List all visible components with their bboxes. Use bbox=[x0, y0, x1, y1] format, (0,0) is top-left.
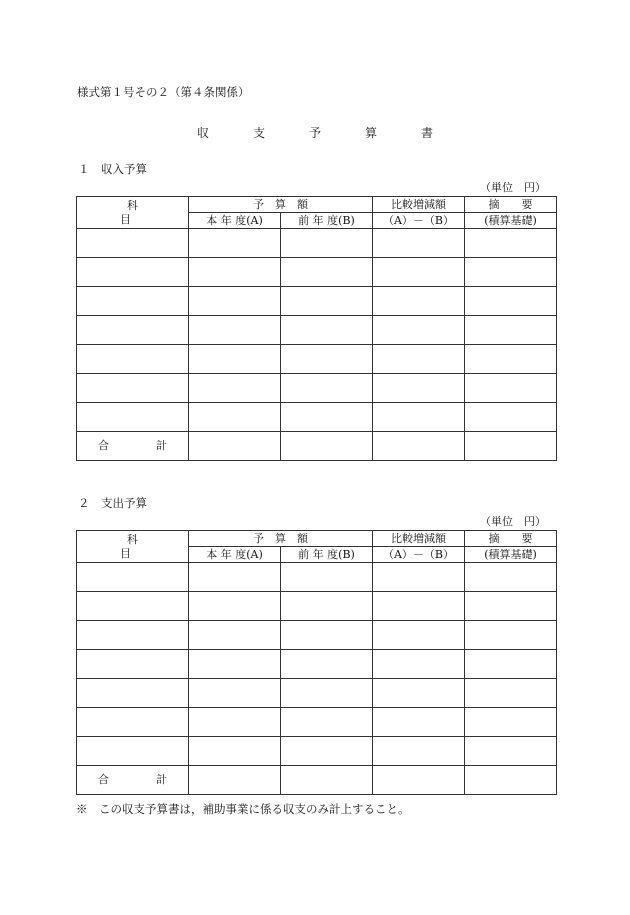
table-row bbox=[77, 708, 557, 737]
table-cell bbox=[189, 592, 281, 621]
table-cell bbox=[373, 737, 465, 766]
table-cell bbox=[77, 345, 189, 374]
total-label: 合 計 bbox=[77, 766, 189, 795]
table-cell bbox=[77, 563, 189, 592]
table-row bbox=[77, 345, 557, 374]
table-row bbox=[77, 679, 557, 708]
budget-amount-header: 予 算 額 bbox=[189, 531, 373, 547]
table-cell bbox=[373, 229, 465, 258]
table-cell bbox=[465, 287, 557, 316]
table-cell bbox=[189, 374, 281, 403]
table-cell bbox=[281, 621, 373, 650]
previous-year-header: 前 年 度(B) bbox=[281, 547, 373, 563]
table-cell bbox=[77, 621, 189, 650]
table-cell bbox=[281, 708, 373, 737]
table-cell bbox=[77, 708, 189, 737]
diff-header: 比較増減額 bbox=[373, 531, 465, 547]
table-row bbox=[77, 563, 557, 592]
table-row bbox=[77, 403, 557, 432]
table-cell bbox=[189, 737, 281, 766]
table-cell bbox=[373, 679, 465, 708]
table-cell bbox=[77, 287, 189, 316]
income-unit-label: （単位 円） bbox=[480, 181, 546, 194]
table-row bbox=[77, 258, 557, 287]
subject-header: 科 目 bbox=[77, 531, 189, 563]
total-cell bbox=[465, 432, 557, 461]
table-cell bbox=[281, 345, 373, 374]
table-cell bbox=[373, 258, 465, 287]
subject-header: 科 目 bbox=[77, 197, 189, 229]
total-cell bbox=[189, 766, 281, 795]
table-cell bbox=[77, 403, 189, 432]
table-cell bbox=[281, 287, 373, 316]
table-row bbox=[77, 737, 557, 766]
table-cell bbox=[281, 563, 373, 592]
table-cell bbox=[465, 258, 557, 287]
summary-sub-header: (積算基礎) bbox=[465, 547, 557, 563]
summary-header: 摘 要 bbox=[465, 197, 557, 213]
expense-table-body bbox=[77, 563, 557, 795]
table-cell bbox=[465, 229, 557, 258]
table-cell bbox=[189, 345, 281, 374]
form-label: 様式第１号その２（第４条関係） bbox=[77, 85, 250, 99]
table-cell bbox=[189, 287, 281, 316]
expense-unit-label: （単位 円） bbox=[480, 515, 546, 528]
table-row bbox=[77, 287, 557, 316]
table-cell bbox=[281, 679, 373, 708]
table-cell bbox=[281, 650, 373, 679]
table-cell bbox=[373, 345, 465, 374]
total-row bbox=[77, 432, 557, 461]
income-table-body bbox=[77, 229, 557, 461]
table-cell bbox=[189, 403, 281, 432]
summary-sub-header: (積算基礎) bbox=[465, 213, 557, 229]
table-cell bbox=[465, 316, 557, 345]
table-row bbox=[77, 374, 557, 403]
table-cell bbox=[77, 737, 189, 766]
table-cell bbox=[77, 229, 189, 258]
total-cell bbox=[281, 432, 373, 461]
table-cell bbox=[281, 737, 373, 766]
table-cell bbox=[373, 374, 465, 403]
table-cell bbox=[77, 258, 189, 287]
table-cell bbox=[189, 563, 281, 592]
table-cell bbox=[189, 621, 281, 650]
total-cell bbox=[373, 766, 465, 795]
total-row bbox=[77, 766, 557, 795]
table-cell bbox=[465, 679, 557, 708]
total-cell bbox=[465, 766, 557, 795]
table-cell bbox=[373, 621, 465, 650]
summary-header: 摘 要 bbox=[465, 531, 557, 547]
table-row bbox=[77, 229, 557, 258]
table-cell bbox=[77, 650, 189, 679]
table-cell bbox=[373, 316, 465, 345]
document-title: 収 支 予 算 書 bbox=[196, 126, 449, 140]
table-row bbox=[77, 316, 557, 345]
table-cell bbox=[189, 679, 281, 708]
table-cell bbox=[465, 345, 557, 374]
table-cell bbox=[373, 403, 465, 432]
total-cell bbox=[373, 432, 465, 461]
table-cell bbox=[373, 287, 465, 316]
table-row bbox=[77, 650, 557, 679]
table-cell bbox=[465, 708, 557, 737]
table-cell bbox=[465, 592, 557, 621]
total-label: 合 計 bbox=[77, 432, 189, 461]
diff-header: 比較増減額 bbox=[373, 197, 465, 213]
current-year-header: 本 年 度(A) bbox=[189, 213, 281, 229]
current-year-header: 本 年 度(A) bbox=[189, 547, 281, 563]
budget-amount-header: 予 算 額 bbox=[189, 197, 373, 213]
table-cell bbox=[465, 374, 557, 403]
total-cell bbox=[281, 766, 373, 795]
table-cell bbox=[281, 592, 373, 621]
table-cell bbox=[465, 650, 557, 679]
table-row bbox=[77, 621, 557, 650]
table-cell bbox=[373, 650, 465, 679]
table-cell bbox=[281, 258, 373, 287]
table-cell bbox=[373, 592, 465, 621]
table-cell bbox=[281, 316, 373, 345]
diff-formula-header: （A）－（B） bbox=[373, 547, 465, 563]
table-cell bbox=[189, 650, 281, 679]
table-cell bbox=[281, 229, 373, 258]
footnote: ※ この収支予算書は，補助事業に係る収支のみ計上すること。 bbox=[76, 802, 410, 816]
expense-budget-table bbox=[76, 530, 557, 795]
table-cell bbox=[373, 563, 465, 592]
diff-formula-header: （A）－（B） bbox=[373, 213, 465, 229]
table-cell bbox=[77, 316, 189, 345]
income-section-heading: １ 収入予算 bbox=[78, 162, 147, 176]
table-cell bbox=[77, 679, 189, 708]
total-cell bbox=[189, 432, 281, 461]
table-cell bbox=[465, 737, 557, 766]
table-cell bbox=[77, 592, 189, 621]
table-cell bbox=[189, 258, 281, 287]
table-cell bbox=[281, 403, 373, 432]
table-cell bbox=[465, 403, 557, 432]
table-cell bbox=[465, 563, 557, 592]
expense-section-heading: ２ 支出予算 bbox=[78, 496, 147, 510]
table-row bbox=[77, 592, 557, 621]
table-cell bbox=[189, 708, 281, 737]
table-cell bbox=[189, 316, 281, 345]
table-cell bbox=[281, 374, 373, 403]
table-cell bbox=[373, 708, 465, 737]
table-cell bbox=[77, 374, 189, 403]
table-cell bbox=[189, 229, 281, 258]
income-budget-table bbox=[76, 196, 557, 461]
previous-year-header: 前 年 度(B) bbox=[281, 213, 373, 229]
table-cell bbox=[465, 621, 557, 650]
